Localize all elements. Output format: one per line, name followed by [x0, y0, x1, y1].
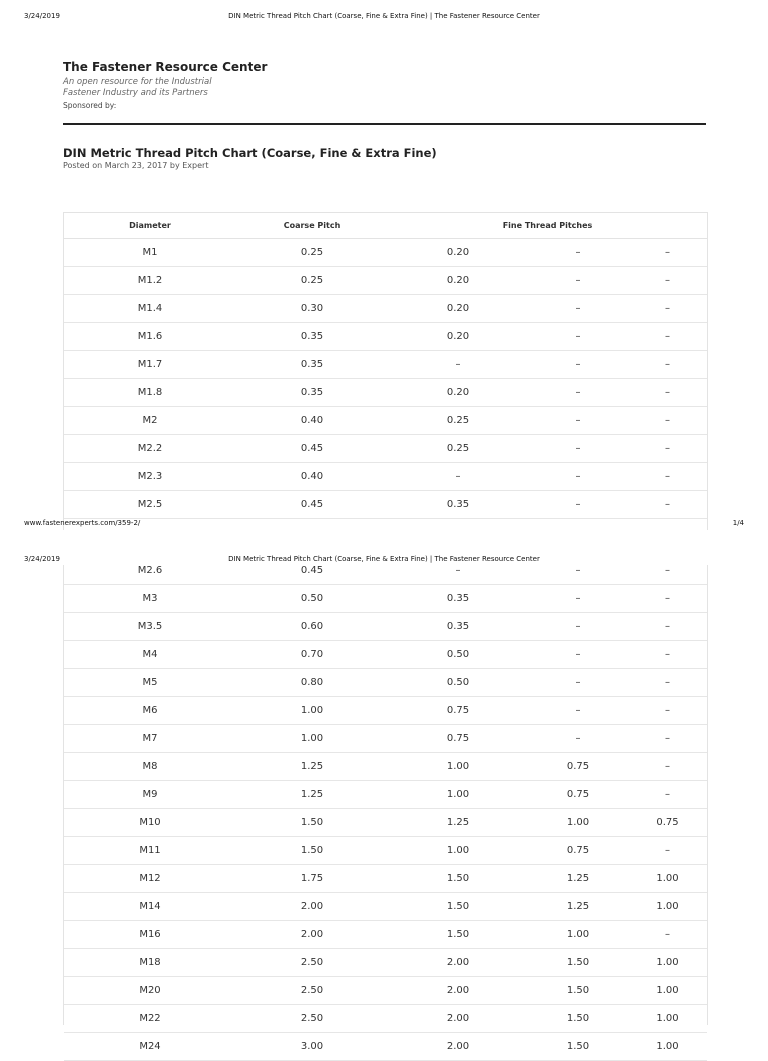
coarse-pitch-cell: 0.45: [236, 565, 388, 585]
print-page-number: 1/4: [732, 519, 744, 527]
coarse-pitch-cell: 0.35: [236, 379, 388, 407]
table-row: [64, 725, 707, 753]
diameter-cell: M11: [64, 837, 236, 865]
diameter-cell: M1.6: [64, 323, 236, 351]
print-page-2: [0, 545, 768, 1052]
fine-pitch-1-cell: 0.75: [388, 697, 528, 725]
fine-pitch-1-cell: 1.25: [388, 809, 528, 837]
fine-pitch-3-cell: –: [628, 267, 707, 295]
coarse-pitch-cell: 2.00: [236, 921, 388, 949]
fine-pitch-2-cell: 0.75: [528, 753, 628, 781]
fine-pitch-1-cell: 2.00: [388, 1033, 528, 1061]
diameter-cell: M2.3: [64, 463, 236, 491]
coarse-pitch-cell: 0.35: [236, 323, 388, 351]
diameter-cell: M3.5: [64, 613, 236, 641]
fine-pitch-1-cell: 0.35: [388, 585, 528, 613]
fine-pitch-2-cell: 0.75: [528, 781, 628, 809]
pitch-table: [64, 213, 707, 519]
print-date: 3/24/2019: [24, 12, 60, 20]
fine-pitch-1-cell: 2.00: [388, 977, 528, 1005]
fine-pitch-3-cell: –: [628, 463, 707, 491]
fine-pitch-1-cell: 1.00: [388, 753, 528, 781]
fine-pitch-2-cell: 1.50: [528, 1033, 628, 1061]
fine-pitch-2-cell: –: [528, 267, 628, 295]
fine-pitch-3-cell: –: [628, 407, 707, 435]
diameter-cell: M2.2: [64, 435, 236, 463]
fine-pitch-1-cell: 0.25: [388, 407, 528, 435]
fine-pitch-3-cell: –: [628, 781, 707, 809]
fine-pitch-3-cell: –: [628, 837, 707, 865]
table-row: [64, 669, 707, 697]
print-header: [0, 12, 768, 24]
fine-pitch-2-cell: –: [528, 613, 628, 641]
diameter-cell: M22: [64, 1005, 236, 1033]
table-row: [64, 351, 707, 379]
fine-pitch-1-cell: 0.20: [388, 239, 528, 267]
diameter-cell: M2.5: [64, 491, 236, 519]
fine-pitch-1-cell: 1.50: [388, 893, 528, 921]
coarse-pitch-cell: 0.80: [236, 669, 388, 697]
diameter-cell: M5: [64, 669, 236, 697]
fine-pitch-2-cell: 1.50: [528, 1005, 628, 1033]
table-row: [64, 323, 707, 351]
table-row: [64, 837, 707, 865]
fine-pitch-2-cell: –: [528, 435, 628, 463]
fine-pitches-header: Fine Thread Pitches: [388, 213, 707, 239]
print-title: DIN Metric Thread Pitch Chart (Coarse, Fine & Extra Fine) | The Fastener Resource Center: [228, 555, 540, 563]
table-row: [64, 239, 707, 267]
fine-pitch-3-cell: 1.00: [628, 1033, 707, 1061]
coarse-pitch-cell: 1.25: [236, 753, 388, 781]
coarse-pitch-cell: 2.50: [236, 977, 388, 1005]
fine-pitch-2-cell: –: [528, 641, 628, 669]
fine-pitch-1-cell: 2.00: [388, 1005, 528, 1033]
header-divider: [63, 123, 706, 125]
fine-pitch-3-cell: 1.00: [628, 977, 707, 1005]
table-row: [64, 921, 707, 949]
table-row: [64, 565, 707, 585]
fine-pitch-3-cell: –: [628, 669, 707, 697]
coarse-pitch-cell: 1.25: [236, 781, 388, 809]
coarse-pitch-cell: 0.40: [236, 407, 388, 435]
print-url: www.fastenerexperts.com/359-2/: [24, 519, 141, 527]
fine-pitch-2-cell: –: [528, 379, 628, 407]
coarse-pitch-cell: 0.50: [236, 585, 388, 613]
table-row: [64, 491, 707, 519]
diameter-cell: M1: [64, 239, 236, 267]
fine-pitch-1-cell: 0.20: [388, 295, 528, 323]
diameter-cell: M4: [64, 641, 236, 669]
print-title: DIN Metric Thread Pitch Chart (Coarse, Fine & Extra Fine) | The Fastener Resource Center: [228, 12, 540, 20]
fine-pitch-3-cell: –: [628, 753, 707, 781]
table-row: [64, 697, 707, 725]
fine-pitch-1-cell: –: [388, 565, 528, 585]
table-row: [64, 809, 707, 837]
page-break: [0, 530, 768, 545]
fine-pitch-2-cell: –: [528, 239, 628, 267]
fine-pitch-1-cell: 0.50: [388, 669, 528, 697]
coarse-pitch-cell: 0.60: [236, 613, 388, 641]
diameter-cell: M8: [64, 753, 236, 781]
table-row: [64, 407, 707, 435]
fine-pitch-2-cell: 1.00: [528, 809, 628, 837]
table-row: [64, 267, 707, 295]
diameter-cell: M18: [64, 949, 236, 977]
fine-pitch-1-cell: 1.50: [388, 921, 528, 949]
diameter-cell: M1.4: [64, 295, 236, 323]
fine-pitch-2-cell: –: [528, 351, 628, 379]
coarse-pitch-cell: 0.25: [236, 267, 388, 295]
table-header-row: [64, 213, 707, 239]
diameter-cell: M20: [64, 977, 236, 1005]
print-page-1: [0, 0, 768, 530]
fine-pitch-2-cell: –: [528, 697, 628, 725]
coarse-pitch-cell: 1.75: [236, 865, 388, 893]
pitch-table-container: [63, 212, 708, 533]
fine-pitch-2-cell: –: [528, 725, 628, 753]
fine-pitch-3-cell: 1.00: [628, 949, 707, 977]
table-row: [64, 781, 707, 809]
coarse-pitch-cell: 1.00: [236, 725, 388, 753]
fine-pitch-3-cell: –: [628, 491, 707, 519]
fine-pitch-3-cell: –: [628, 323, 707, 351]
fine-pitch-1-cell: 0.25: [388, 435, 528, 463]
diameter-cell: M14: [64, 893, 236, 921]
site-header: [63, 60, 706, 110]
fine-pitch-2-cell: 1.25: [528, 893, 628, 921]
fine-pitch-1-cell: –: [388, 463, 528, 491]
diameter-cell: M9: [64, 781, 236, 809]
fine-pitch-1-cell: 2.00: [388, 949, 528, 977]
fine-pitch-1-cell: 0.35: [388, 491, 528, 519]
table-row: [64, 463, 707, 491]
coarse-pitch-cell: 0.45: [236, 491, 388, 519]
fine-pitch-3-cell: 1.00: [628, 865, 707, 893]
site-title[interactable]: The Fastener Resource Center: [63, 60, 268, 74]
fine-pitch-3-cell: 1.00: [628, 1005, 707, 1033]
table-row: [64, 893, 707, 921]
fine-pitch-1-cell: 0.50: [388, 641, 528, 669]
fine-pitch-2-cell: –: [528, 585, 628, 613]
sponsored-label: Sponsored by:: [63, 101, 117, 110]
fine-pitch-2-cell: 1.00: [528, 921, 628, 949]
site-tagline: An open resource for the Industrial Fastener Industry and its Partners: [63, 77, 212, 98]
table-row: [64, 1005, 707, 1033]
diameter-header: Diameter: [64, 213, 236, 239]
diameter-cell: M10: [64, 809, 236, 837]
diameter-cell: M7: [64, 725, 236, 753]
fine-pitch-2-cell: –: [528, 407, 628, 435]
table-row: [64, 585, 707, 613]
fine-pitch-1-cell: 1.50: [388, 865, 528, 893]
fine-pitch-3-cell: –: [628, 379, 707, 407]
coarse-pitch-cell: 1.50: [236, 809, 388, 837]
diameter-cell: M3: [64, 585, 236, 613]
diameter-cell: M16: [64, 921, 236, 949]
fine-pitch-3-cell: –: [628, 435, 707, 463]
post-meta: Posted on March 23, 2017 by Expert: [63, 161, 209, 170]
fine-pitch-3-cell: –: [628, 641, 707, 669]
table-row: [64, 295, 707, 323]
fine-pitch-1-cell: 0.20: [388, 379, 528, 407]
coarse-pitch-header: Coarse Pitch: [236, 213, 388, 239]
coarse-pitch-cell: 0.30: [236, 295, 388, 323]
coarse-pitch-cell: 3.00: [236, 1033, 388, 1061]
fine-pitch-2-cell: –: [528, 565, 628, 585]
diameter-cell: M12: [64, 865, 236, 893]
diameter-cell: M2: [64, 407, 236, 435]
diameter-cell: M1.7: [64, 351, 236, 379]
table-row: [64, 753, 707, 781]
table-row: [64, 641, 707, 669]
print-date: 3/24/2019: [24, 555, 60, 563]
coarse-pitch-cell: 2.00: [236, 893, 388, 921]
table-body-page-1: [64, 239, 707, 519]
coarse-pitch-cell: 0.25: [236, 239, 388, 267]
fine-pitch-2-cell: –: [528, 295, 628, 323]
fine-pitch-2-cell: –: [528, 323, 628, 351]
fine-pitch-2-cell: 0.75: [528, 837, 628, 865]
fine-pitch-1-cell: 0.20: [388, 267, 528, 295]
table-row: [64, 1033, 707, 1061]
fine-pitch-3-cell: –: [628, 725, 707, 753]
fine-pitch-1-cell: 0.75: [388, 725, 528, 753]
fine-pitch-3-cell: –: [628, 613, 707, 641]
coarse-pitch-cell: 2.50: [236, 1005, 388, 1033]
fine-pitch-2-cell: 1.25: [528, 865, 628, 893]
coarse-pitch-cell: 2.50: [236, 949, 388, 977]
fine-pitch-2-cell: –: [528, 669, 628, 697]
fine-pitch-3-cell: –: [628, 565, 707, 585]
fine-pitch-3-cell: –: [628, 585, 707, 613]
pitch-table-container: [63, 565, 708, 1052]
fine-pitch-1-cell: –: [388, 351, 528, 379]
fine-pitch-3-cell: 1.00: [628, 893, 707, 921]
fine-pitch-1-cell: 1.00: [388, 781, 528, 809]
fine-pitch-2-cell: 1.50: [528, 949, 628, 977]
table-row: [64, 977, 707, 1005]
table-body-page-2: [64, 565, 707, 1061]
diameter-cell: M2.6: [64, 565, 236, 585]
fine-pitch-3-cell: –: [628, 351, 707, 379]
coarse-pitch-cell: 0.35: [236, 351, 388, 379]
pitch-table-continued: [64, 565, 707, 1061]
coarse-pitch-cell: 1.50: [236, 837, 388, 865]
coarse-pitch-cell: 0.45: [236, 435, 388, 463]
coarse-pitch-cell: 0.40: [236, 463, 388, 491]
fine-pitch-2-cell: 1.50: [528, 977, 628, 1005]
fine-pitch-2-cell: –: [528, 491, 628, 519]
diameter-cell: M1.8: [64, 379, 236, 407]
table-row: [64, 613, 707, 641]
fine-pitch-1-cell: 1.00: [388, 837, 528, 865]
table-row: [64, 435, 707, 463]
coarse-pitch-cell: 0.70: [236, 641, 388, 669]
coarse-pitch-cell: 1.00: [236, 697, 388, 725]
table-row: [64, 379, 707, 407]
fine-pitch-3-cell: –: [628, 697, 707, 725]
diameter-cell: M6: [64, 697, 236, 725]
fine-pitch-3-cell: –: [628, 921, 707, 949]
fine-pitch-1-cell: 0.20: [388, 323, 528, 351]
diameter-cell: M1.2: [64, 267, 236, 295]
fine-pitch-3-cell: –: [628, 239, 707, 267]
post-title: DIN Metric Thread Pitch Chart (Coarse, Fine & Extra Fine): [63, 146, 437, 160]
fine-pitch-2-cell: –: [528, 463, 628, 491]
diameter-cell: M24: [64, 1033, 236, 1061]
table-row: [64, 949, 707, 977]
fine-pitch-3-cell: –: [628, 295, 707, 323]
table-row: [64, 865, 707, 893]
fine-pitch-3-cell: 0.75: [628, 809, 707, 837]
fine-pitch-1-cell: 0.35: [388, 613, 528, 641]
